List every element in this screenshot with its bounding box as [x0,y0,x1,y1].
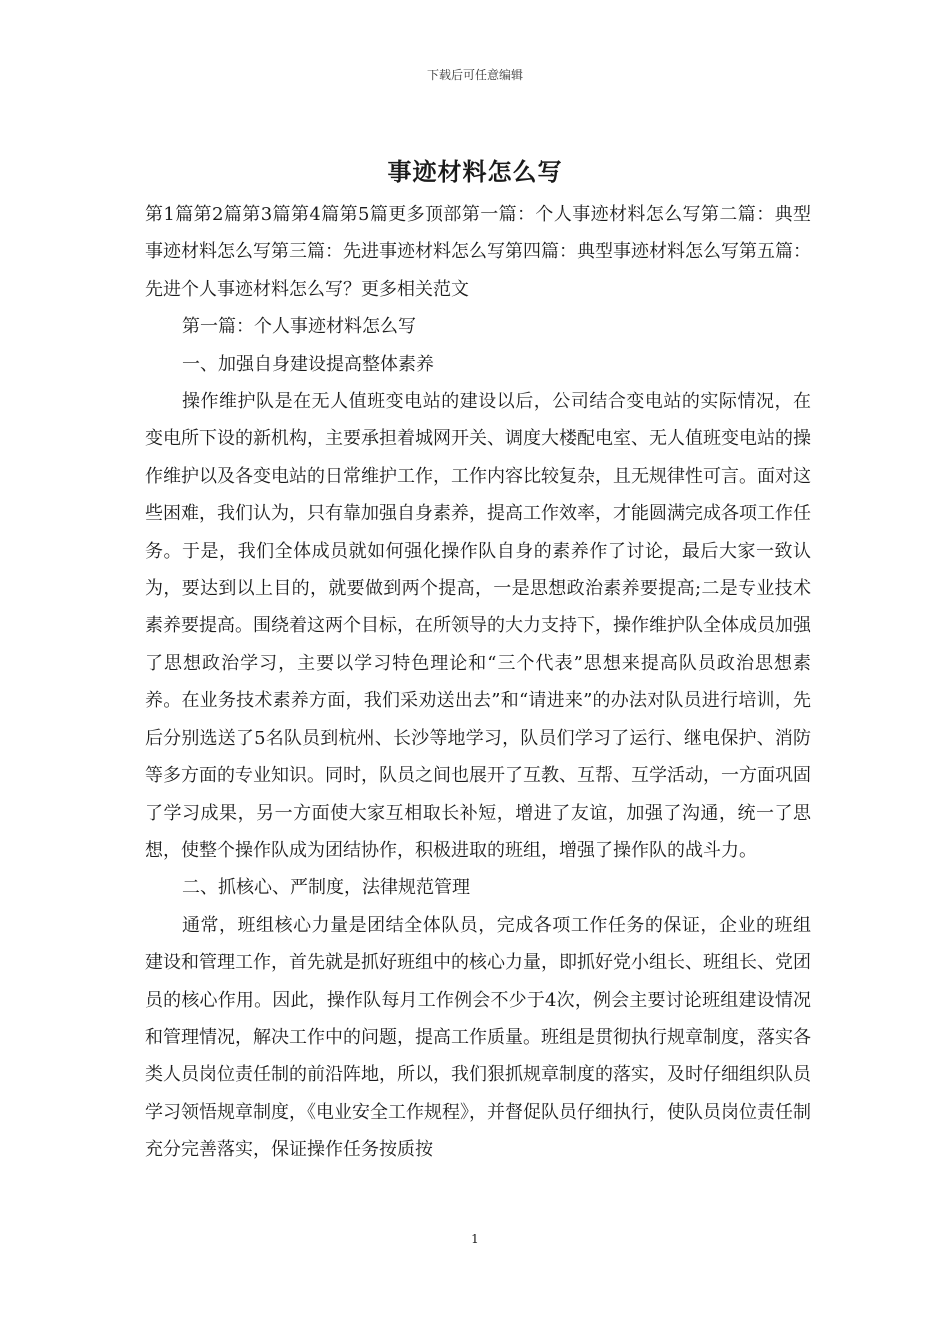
subsection-heading: 二、抓核心、严制度，法律规范管理 [182,877,470,899]
body-paragraph: 操作维护队是在无人值班变电站的建设以后，公司结合变电站的实际情况，在变电所下设的新机构，主要承担着城网开关、调度大楼配电室、无人值班变电站的操作维护以及各变电站的日常维护工作，工作内容比较复杂，且无规律性可言。面对这些困难，我们认为，只有靠加强自身素养，提高工作效率，才能圆满完成各项工作任务。于是，我们全体成员就如何强化操作队自身的素养作了讨论，最后大家一致认为，要达到以上目的，就要做到两个提高，一是思想政治素养要提高;二是专业技术素养要提高。围绕着这两个目标，在所领导的大力支持下，操作维护队全体成员加强了思想政治学习，主要以学习特色理论和“三个代表”思想来提高队员政治思想素养。在业务技术素养方面，我们采劝送出去”和“请进来”的办法对队员进行培训，先后分别选送了5名队员到杭州、长沙等地学习，队员们学习了运行、继电保护、消防等多方面的专业知识。同时，队员之间也展开了互教、互帮、互学活动，一方面巩固了学习成果，另一方面使大家互相取长补短，增进了友谊，加强了沟通，统一了思想，使整个操作队成为团结协作，积极进取的班组，增强了操作队的战斗力。 [145,391,811,861]
document-title: 事迹材料怎么写 [387,157,563,186]
document-body [145,196,811,1169]
body-paragraph: 通常，班组核心力量是团结全体队员，完成各项工作任务的保证，企业的班组建设和管理工作，首先就是抓好班组中的核心力量，即抓好党小组长、班组长、党团员的核心作用。因此，操作队每月工作例会不少于4次，例会主要讨论班组建设情况和管理情况，解决工作中的问题，提高工作质量。班组是贯彻执行规章制度，落实各类人员岗位责任制的前沿阵地，所以，我们狠抓规章制度的落实，及时仔细组织队员学习领悟规章制度，《电业安全工作规程》，并督促队员仔细执行，使队员岗位责任制充分完善落实，保证操作任务按质按 [145,914,811,1161]
toc-paragraph: 第1篇第2篇第3篇第4篇第5篇更多顶部第一篇：个人事迹材料怎么写第二篇：典型事迹材料怎么写第三篇：先进事迹材料怎么写第四篇：典型事迹材料怎么写第五篇：先进个人事迹材料怎么写？更多相关范文 [145,204,811,300]
page-header: 下载后可任意编辑 [426,68,523,82]
section-heading: 第一篇：个人事迹材料怎么写 [182,316,416,338]
subsection-heading: 一、加强自身建设提高整体素养 [182,353,434,375]
page-number: 1 [471,1232,479,1246]
